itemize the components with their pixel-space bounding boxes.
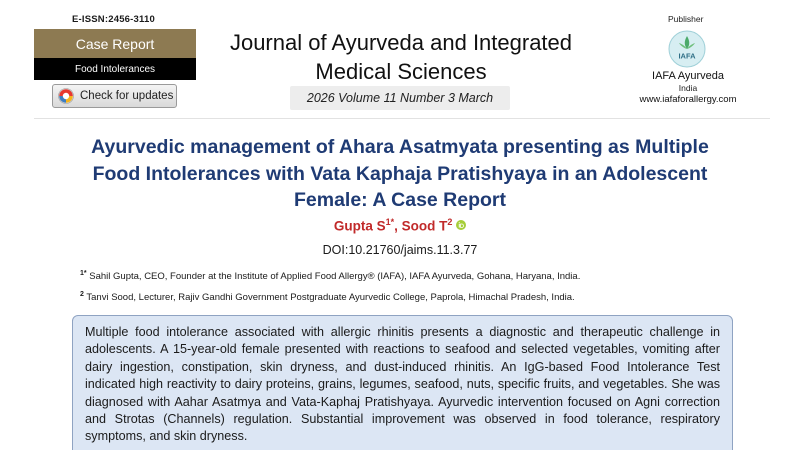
author-list (0, 217, 800, 234)
article-title (70, 134, 730, 214)
iafa-logo-text: IAFA (678, 51, 696, 61)
doi[interactable]: DOI:10.21760/jaims.11.3.77 (322, 243, 478, 257)
article-title-line3: Female: A Case Report (293, 189, 507, 211)
author-2[interactable]: Sood T (401, 218, 448, 234)
issue-info: 2026 Volume 11 Number 3 March (290, 86, 510, 110)
topic-badge: Food Intolerances (34, 58, 196, 80)
publisher-label: Publisher (668, 14, 704, 24)
journal-title-line1: Journal of Ayurveda and Integrated (229, 30, 573, 55)
check-for-updates-button[interactable] (52, 84, 177, 108)
crossmark-icon (58, 88, 74, 104)
orcid-icon[interactable] (456, 220, 466, 230)
publisher-country: India (678, 83, 698, 93)
check-for-updates-label: Check for updates (80, 90, 174, 102)
journal-title (196, 28, 606, 86)
abstract-text: Multiple food intolerance associated with allergic rhinitis presents a diagnostic and therapeutic challenge in adolescents. A 15-year-old female presented with reactions to seafood and selected vegetables, vomiting after dairy ingestion, constipation, skin dryness, and dust-induced rhinitis. An IgG-based Food Intolerance Test indicated high reactivity to dairy proteins, grains, legumes, seafood, nuts, specific fruits, and vegetables. She was diagnosed with Aahar Asatmya and Vata-Kaphaj Pratishyaya. Ayurvedic intervention focused on Agni correction and Strotas (Channels) regulation. Substantial improvement was observed in food tolerance, respiratory symptoms, and skin dryness. (85, 325, 720, 444)
publisher-url[interactable]: www.iafaforallergy.com (639, 94, 737, 105)
issn: E-ISSN:2456-3110 (72, 14, 155, 25)
iafa-logo-icon (668, 30, 706, 68)
header-divider (34, 118, 770, 119)
affiliation-2 (80, 291, 575, 303)
affiliation-2-text: Tanvi Sood, Lecturer, Rajiv Gandhi Government Postgraduate Ayurvedic College, Paprola, Himachal Pradesh, India. (86, 292, 575, 304)
author-separator: , (394, 218, 402, 234)
article-type-badge: Case Report (34, 29, 196, 58)
article-title-line2: Food Intolerances with Vata Kaphaja Pratishyaya in an Adolescent (92, 162, 708, 185)
author-2-affiliation-marker: 2 (447, 217, 453, 227)
abstract-box (72, 315, 733, 450)
journal-title-line2: Medical Sciences (315, 59, 487, 84)
affiliation-1-marker: 1* (80, 270, 87, 277)
affiliation-2-marker: 2 (80, 291, 84, 298)
author-1-affiliation-marker: 1* (385, 217, 395, 227)
publisher-name: IAFA Ayurveda (652, 70, 724, 82)
affiliation-1 (80, 270, 580, 282)
affiliation-1-text: Sahil Gupta, CEO, Founder at the Institute of Applied Food Allergy® (IAFA), IAFA Ayurveda, Gohana, Haryana, India. (89, 271, 581, 283)
article-title-line1: Ayurvedic management of Ahara Asatmyata presenting as Multiple (91, 136, 709, 158)
author-1[interactable]: Gupta S (333, 218, 386, 234)
